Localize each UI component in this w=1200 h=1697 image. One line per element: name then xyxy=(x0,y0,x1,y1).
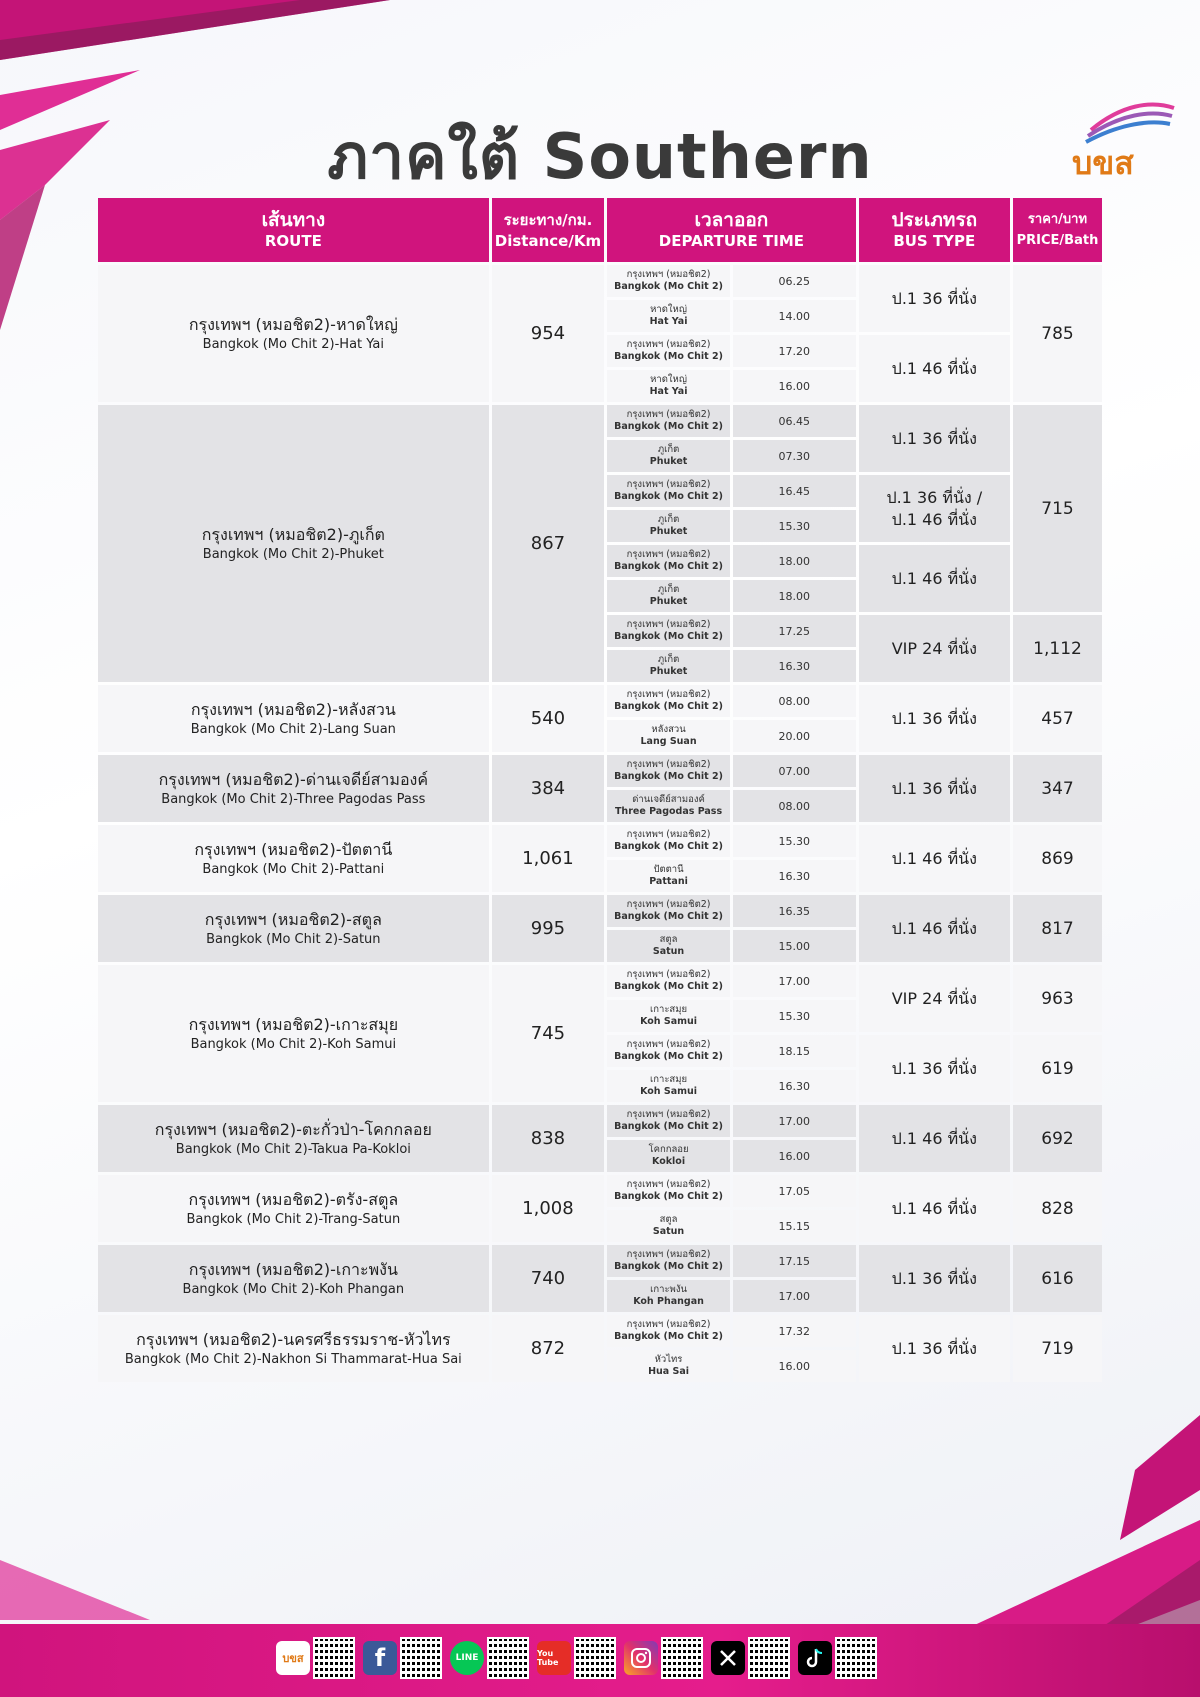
qr-code-icon xyxy=(835,1637,877,1679)
price-cell: 619 xyxy=(1013,1035,1102,1102)
route-cell: กรุงเทพฯ (หมอชิต2)-ตรัง-สตูล Bangkok (Mo Chit 2)-Trang-Satun xyxy=(98,1175,489,1242)
table-header-row xyxy=(98,198,1102,262)
route-cell: กรุงเทพฯ (หมอชิต2)-สตูล Bangkok (Mo Chit 2)-Satun xyxy=(98,895,489,962)
destination-stop: เกาะพงัน Koh Phangan xyxy=(607,1280,730,1312)
origin-stop: กรุงเทพฯ (หมอชิต2) Bangkok (Mo Chit 2) xyxy=(607,475,730,507)
bus-type-cell: ป.1 46 ที่นั่ง xyxy=(859,1105,1010,1172)
destination-stop: ภูเก็ต Phuket xyxy=(607,440,730,472)
route-cell: กรุงเทพฯ (หมอชิต2)-ตะกั่วป่า-โคกกลอย Bangkok (Mo Chit 2)-Takua Pa-Kokloi xyxy=(98,1105,489,1172)
youtube-icon: You Tube xyxy=(537,1641,571,1675)
table-row xyxy=(98,895,1102,927)
table-row xyxy=(98,265,1102,297)
distance-cell: 740 xyxy=(492,1245,605,1312)
x-icon xyxy=(711,1641,745,1675)
table-row xyxy=(98,405,1102,437)
bus-type-cell: ป.1 36 ที่นั่ง xyxy=(859,755,1010,822)
origin-stop: กรุงเทพฯ (หมอชิต2) Bangkok (Mo Chit 2) xyxy=(607,895,730,927)
qr-code-icon xyxy=(313,1637,355,1679)
departure-time: 16.35 xyxy=(733,895,856,927)
departure-time: 08.00 xyxy=(733,685,856,717)
destination-stop: หาดใหญ่ Hat Yai xyxy=(607,370,730,402)
table-row xyxy=(98,1105,1102,1137)
distance-cell: 954 xyxy=(492,265,605,402)
bus-type-cell: VIP 24 ที่นั่ง xyxy=(859,965,1010,1032)
bus-type-cell: ป.1 36 ที่นั่ง / ป.1 46 ที่นั่ง xyxy=(859,475,1010,542)
qr-code-icon xyxy=(400,1637,442,1679)
departure-time: 17.20 xyxy=(733,335,856,367)
arrival-time: 20.00 xyxy=(733,720,856,752)
route-cell: กรุงเทพฯ (หมอชิต2)-เกาะสมุย Bangkok (Mo Chit 2)-Koh Samui xyxy=(98,965,489,1102)
destination-stop: ภูเก็ต Phuket xyxy=(607,510,730,542)
arrival-time: 16.30 xyxy=(733,1070,856,1102)
distance-cell: 745 xyxy=(492,965,605,1102)
bks-logo-text: บขส xyxy=(1072,144,1134,182)
tiktok-link[interactable] xyxy=(798,1637,877,1679)
instagram-link[interactable] xyxy=(624,1637,703,1679)
price-cell: 785 xyxy=(1013,265,1102,402)
departure-time: 17.00 xyxy=(733,1105,856,1137)
line-link[interactable] xyxy=(450,1637,529,1679)
origin-stop: กรุงเทพฯ (หมอชิต2) Bangkok (Mo Chit 2) xyxy=(607,685,730,717)
qr-code-icon xyxy=(487,1637,529,1679)
table-row xyxy=(98,1315,1102,1347)
youtube-link[interactable] xyxy=(537,1637,616,1679)
origin-stop: กรุงเทพฯ (หมอชิต2) Bangkok (Mo Chit 2) xyxy=(607,545,730,577)
southern-routes-table xyxy=(95,195,1105,1385)
qr-code-icon xyxy=(661,1637,703,1679)
qr-code-icon xyxy=(748,1637,790,1679)
bus-type-cell: ป.1 36 ที่นั่ง xyxy=(859,685,1010,752)
bus-type-cell: ป.1 46 ที่นั่ง xyxy=(859,335,1010,402)
origin-stop: กรุงเทพฯ (หมอชิต2) Bangkok (Mo Chit 2) xyxy=(607,265,730,297)
price-cell: 347 xyxy=(1013,755,1102,822)
departure-time: 06.45 xyxy=(733,405,856,437)
destination-stop: เกาะสมุย Koh Samui xyxy=(607,1000,730,1032)
page-title: ภาคใต้ Southern xyxy=(327,120,873,193)
header-distance: ระยะทาง/กม. Distance/Km xyxy=(492,198,605,262)
bus-type-cell: ป.1 36 ที่นั่ง xyxy=(859,1315,1010,1382)
origin-stop: กรุงเทพฯ (หมอชิต2) Bangkok (Mo Chit 2) xyxy=(607,825,730,857)
departure-time: 17.00 xyxy=(733,965,856,997)
destination-stop: ปัตตานี Pattani xyxy=(607,860,730,892)
price-cell: 869 xyxy=(1013,825,1102,892)
destination-stop: หาดใหญ่ Hat Yai xyxy=(607,300,730,332)
destination-stop: สตูล Satun xyxy=(607,1210,730,1242)
departure-time: 18.15 xyxy=(733,1035,856,1067)
arrival-time: 15.00 xyxy=(733,930,856,962)
price-cell: 963 xyxy=(1013,965,1102,1032)
arrival-time: 16.00 xyxy=(733,370,856,402)
arrival-time: 14.00 xyxy=(733,300,856,332)
price-cell: 715 xyxy=(1013,405,1102,612)
departure-time: 07.00 xyxy=(733,755,856,787)
departure-time: 06.25 xyxy=(733,265,856,297)
bus-type-cell: VIP 24 ที่นั่ง xyxy=(859,615,1010,682)
arrival-time: 18.00 xyxy=(733,580,856,612)
destination-stop: ภูเก็ต Phuket xyxy=(607,650,730,682)
distance-cell: 872 xyxy=(492,1315,605,1382)
instagram-icon xyxy=(624,1641,658,1675)
origin-stop: กรุงเทพฯ (หมอชิต2) Bangkok (Mo Chit 2) xyxy=(607,335,730,367)
route-cell: กรุงเทพฯ (หมอชิต2)-เกาะพงัน Bangkok (Mo Chit 2)-Koh Phangan xyxy=(98,1245,489,1312)
departure-time: 15.30 xyxy=(733,825,856,857)
price-cell: 828 xyxy=(1013,1175,1102,1242)
arrival-time: 15.15 xyxy=(733,1210,856,1242)
bks-logo-icon: บขส xyxy=(276,1641,310,1675)
arrival-time: 15.30 xyxy=(733,1000,856,1032)
bus-type-cell: ป.1 46 ที่นั่ง xyxy=(859,1175,1010,1242)
bus-type-cell: ป.1 46 ที่นั่ง xyxy=(859,895,1010,962)
bus-type-cell: ป.1 36 ที่นั่ง xyxy=(859,405,1010,472)
distance-cell: 995 xyxy=(492,895,605,962)
destination-stop: หัวไทร Hua Sai xyxy=(607,1350,730,1382)
route-cell: กรุงเทพฯ (หมอชิต2)-หลังสวน Bangkok (Mo Chit 2)-Lang Suan xyxy=(98,685,489,752)
table-row xyxy=(98,1175,1102,1207)
origin-stop: กรุงเทพฯ (หมอชิต2) Bangkok (Mo Chit 2) xyxy=(607,405,730,437)
bus-type-cell: ป.1 36 ที่นั่ง xyxy=(859,1245,1010,1312)
route-cell: กรุงเทพฯ (หมอชิต2)-นครศรีธรรมราช-หัวไทร Bangkok (Mo Chit 2)-Nakhon Si Thammarat-Hua Sai xyxy=(98,1315,489,1382)
table-row xyxy=(98,1245,1102,1277)
origin-stop: กรุงเทพฯ (หมอชิต2) Bangkok (Mo Chit 2) xyxy=(607,965,730,997)
destination-stop: สตูล Satun xyxy=(607,930,730,962)
arrival-time: 16.00 xyxy=(733,1350,856,1382)
table-row xyxy=(98,965,1102,997)
departure-time: 17.25 xyxy=(733,615,856,647)
price-cell: 457 xyxy=(1013,685,1102,752)
departure-time: 16.45 xyxy=(733,475,856,507)
qr-code-icon xyxy=(574,1637,616,1679)
departure-time: 17.05 xyxy=(733,1175,856,1207)
origin-stop: กรุงเทพฯ (หมอชิต2) Bangkok (Mo Chit 2) xyxy=(607,1245,730,1277)
destination-stop: หลังสวน Lang Suan xyxy=(607,720,730,752)
line-icon: LINE xyxy=(450,1641,484,1675)
arrival-time: 16.30 xyxy=(733,650,856,682)
bus-type-cell: ป.1 36 ที่นั่ง xyxy=(859,265,1010,332)
departure-time: 17.15 xyxy=(733,1245,856,1277)
price-cell: 692 xyxy=(1013,1105,1102,1172)
website-link[interactable] xyxy=(276,1637,355,1679)
header-price: ราคา/บาท PRICE/Bath xyxy=(1013,198,1102,262)
distance-cell: 1,008 xyxy=(492,1175,605,1242)
distance-cell: 540 xyxy=(492,685,605,752)
facebook-link[interactable] xyxy=(363,1637,442,1679)
distance-cell: 1,061 xyxy=(492,825,605,892)
bus-type-cell: ป.1 46 ที่นั่ง xyxy=(859,825,1010,892)
origin-stop: กรุงเทพฯ (หมอชิต2) Bangkok (Mo Chit 2) xyxy=(607,1035,730,1067)
arrival-time: 07.30 xyxy=(733,440,856,472)
destination-stop: โคกกลอย Kokloi xyxy=(607,1140,730,1172)
destination-stop: เกาะสมุย Koh Samui xyxy=(607,1070,730,1102)
social-links xyxy=(276,1637,877,1677)
departure-time: 18.00 xyxy=(733,545,856,577)
arrival-time: 17.00 xyxy=(733,1280,856,1312)
header-route: เส้นทาง ROUTE xyxy=(98,198,489,262)
arrival-time: 16.00 xyxy=(733,1140,856,1172)
route-cell: กรุงเทพฯ (หมอชิต2)-ภูเก็ต Bangkok (Mo Chit 2)-Phuket xyxy=(98,405,489,682)
destination-stop: ด่านเจดีย์สามองค์ Three Pagodas Pass xyxy=(607,790,730,822)
price-cell: 719 xyxy=(1013,1315,1102,1382)
table-row xyxy=(98,825,1102,857)
route-cell: กรุงเทพฯ (หมอชิต2)-หาดใหญ่ Bangkok (Mo Chit 2)-Hat Yai xyxy=(98,265,489,402)
table-row xyxy=(98,755,1102,787)
distance-cell: 838 xyxy=(492,1105,605,1172)
header-bus-type: ประเภทรถ BUS TYPE xyxy=(859,198,1010,262)
x-link[interactable] xyxy=(711,1637,790,1679)
price-cell: 1,112 xyxy=(1013,615,1102,682)
origin-stop: กรุงเทพฯ (หมอชิต2) Bangkok (Mo Chit 2) xyxy=(607,615,730,647)
origin-stop: กรุงเทพฯ (หมอชิต2) Bangkok (Mo Chit 2) xyxy=(607,755,730,787)
price-cell: 616 xyxy=(1013,1245,1102,1312)
arrival-time: 15.30 xyxy=(733,510,856,542)
header-departure: เวลาออก DEPARTURE TIME xyxy=(607,198,855,262)
origin-stop: กรุงเทพฯ (หมอชิต2) Bangkok (Mo Chit 2) xyxy=(607,1315,730,1347)
tiktok-icon xyxy=(798,1641,832,1675)
arrival-time: 16.30 xyxy=(733,860,856,892)
distance-cell: 384 xyxy=(492,755,605,822)
arrival-time: 08.00 xyxy=(733,790,856,822)
table-row xyxy=(98,685,1102,717)
route-cell: กรุงเทพฯ (หมอชิต2)-ปัตตานี Bangkok (Mo Chit 2)-Pattani xyxy=(98,825,489,892)
destination-stop: ภูเก็ต Phuket xyxy=(607,580,730,612)
distance-cell: 867 xyxy=(492,405,605,682)
origin-stop: กรุงเทพฯ (หมอชิต2) Bangkok (Mo Chit 2) xyxy=(607,1175,730,1207)
bus-type-cell: ป.1 46 ที่นั่ง xyxy=(859,545,1010,612)
route-cell: กรุงเทพฯ (หมอชิต2)-ด่านเจดีย์สามองค์ Bangkok (Mo Chit 2)-Three Pagodas Pass xyxy=(98,755,489,822)
origin-stop: กรุงเทพฯ (หมอชิต2) Bangkok (Mo Chit 2) xyxy=(607,1105,730,1137)
bus-type-cell: ป.1 36 ที่นั่ง xyxy=(859,1035,1010,1102)
departure-time: 17.32 xyxy=(733,1315,856,1347)
price-cell: 817 xyxy=(1013,895,1102,962)
facebook-icon: f xyxy=(363,1641,397,1675)
